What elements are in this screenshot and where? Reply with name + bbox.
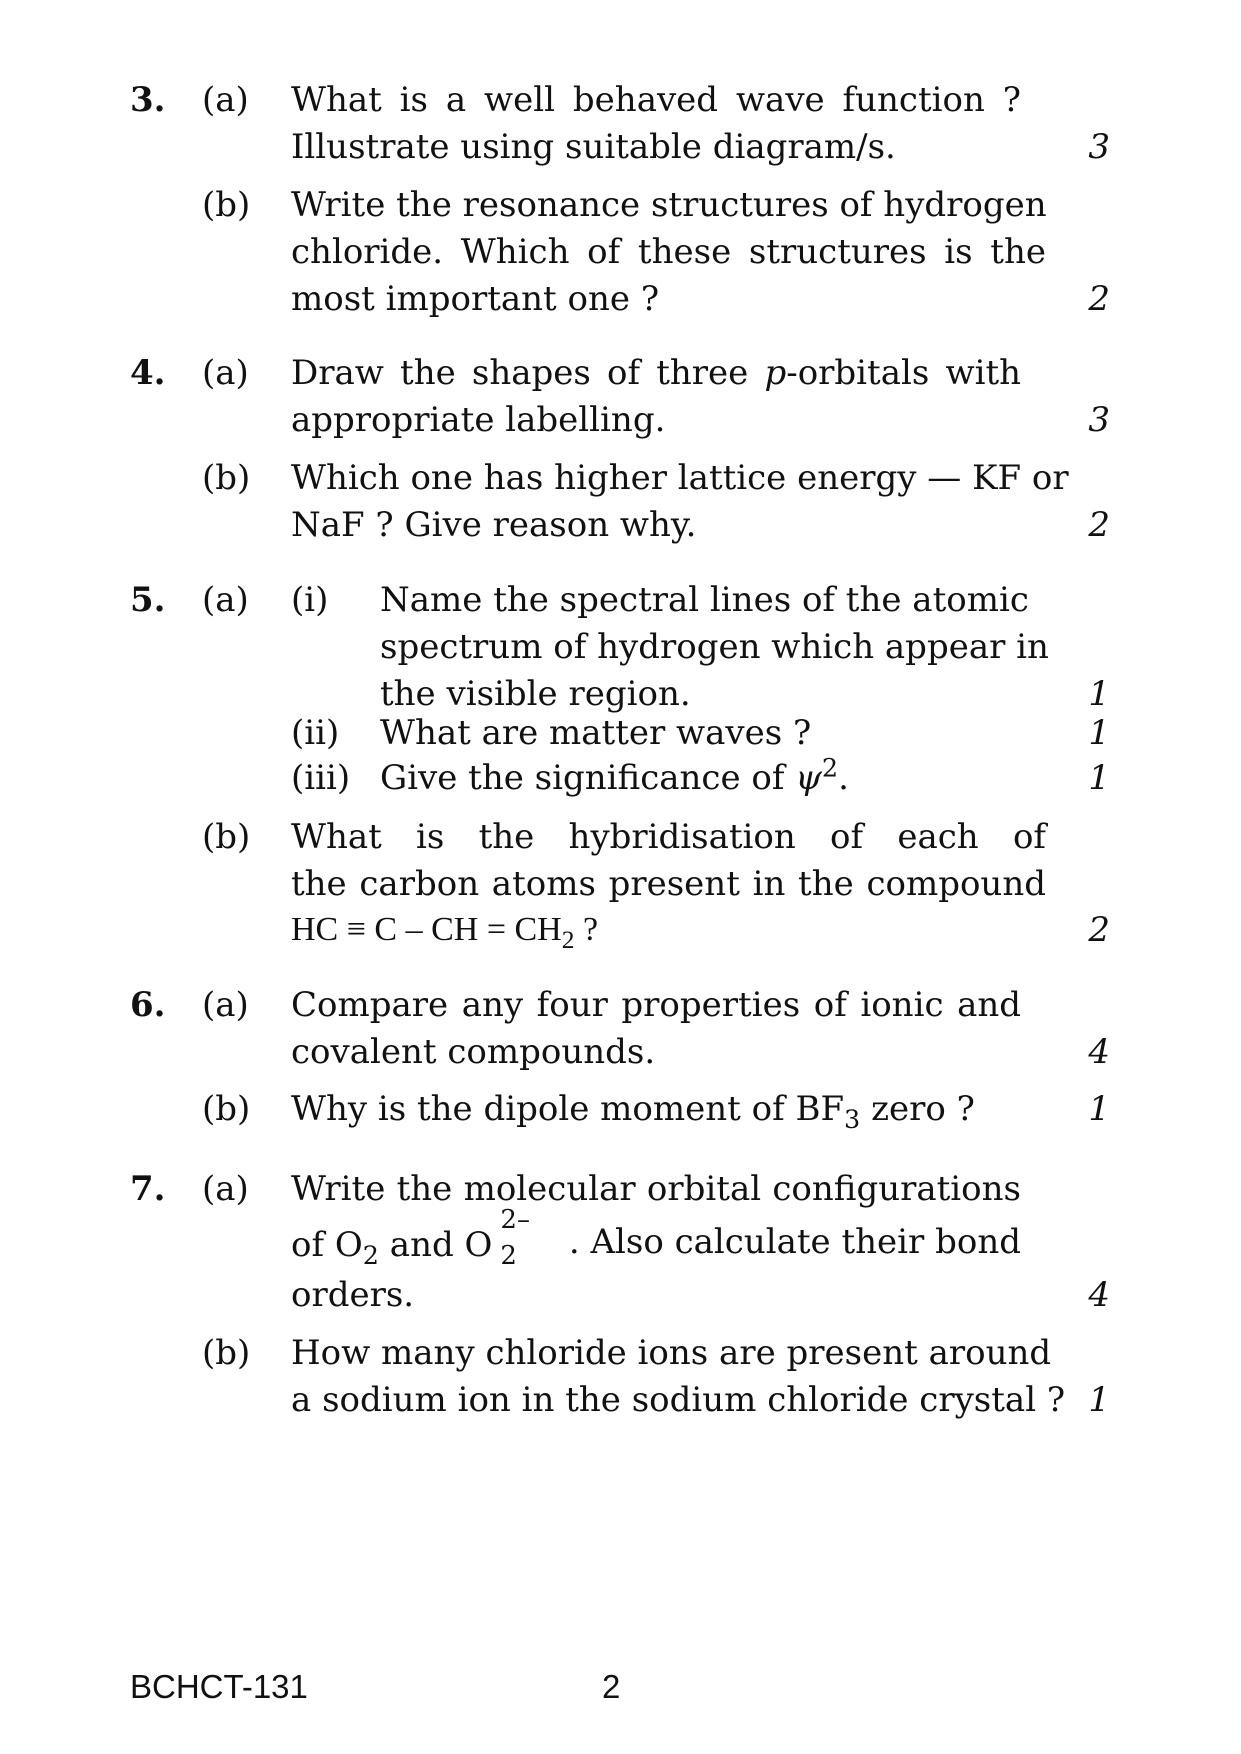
part-label: (b) — [202, 458, 251, 498]
marks: 1 — [1088, 758, 1110, 798]
question-number: 4. — [130, 353, 166, 393]
question-number: 6. — [130, 985, 166, 1025]
question-text: of $O_2$ and O 2– 2 . Also calculate their bond — [291, 1205, 1021, 1271]
part-label: (a) — [202, 353, 249, 393]
marks: 4 — [1088, 1275, 1110, 1315]
question-text: most important one ? — [291, 279, 660, 319]
question-text: Why is the dipole moment of $BF_3$ zero ? — [291, 1089, 975, 1135]
question-text: How many chloride ions are present around — [291, 1333, 1052, 1373]
marks: 2 — [1088, 910, 1110, 950]
question-number: 3. — [130, 80, 166, 120]
question-text: NaF ? Give reason why. — [291, 505, 697, 545]
part-label: (b) — [202, 185, 251, 225]
question-text: Illustrate using suitable diagram/s. — [291, 127, 896, 167]
question-text: Give the significance of $\psi^2$. — [380, 753, 849, 798]
subpart-label: (ii) — [291, 713, 340, 753]
part-label: (a) — [202, 985, 249, 1025]
subpart-label: (i) — [291, 580, 329, 620]
chemical-formula: HC ≡ C – CH = $CH_2$ ? — [291, 911, 599, 954]
question-text: chloride. Which of these structures is the — [291, 232, 1046, 272]
question-text: Write the molecular orbital configurations — [291, 1169, 1021, 1209]
question-text: spectrum of hydrogen which appear in — [380, 627, 1049, 667]
part-label: (b) — [202, 1089, 251, 1129]
marks: 4 — [1088, 1032, 1110, 1072]
course-code: BCHCT-131 — [130, 1668, 308, 1705]
marks: 1 — [1088, 674, 1110, 714]
page-number: 2 — [602, 1668, 621, 1705]
question-text: Compare any four properties of ionic and — [291, 985, 1021, 1025]
marks: 3 — [1088, 127, 1110, 167]
question-text: covalent compounds. — [291, 1032, 656, 1072]
part-label: (a) — [202, 80, 249, 120]
question-text: the carbon atoms present in the compound — [291, 864, 1046, 904]
marks: 1 — [1088, 713, 1110, 753]
question-text: the visible region. — [380, 674, 691, 714]
marks: 2 — [1088, 505, 1110, 545]
question-text: Name the spectral lines of the atomic — [380, 580, 1029, 620]
question-text: orders. — [291, 1275, 415, 1315]
question-text: a sodium ion in the sodium chloride crystal ? — [291, 1380, 1066, 1420]
question-text: What is a well behaved wave function ? — [291, 80, 1021, 120]
part-label: (b) — [202, 817, 251, 857]
subpart-label: (iii) — [291, 758, 351, 798]
question-number: 7. — [130, 1169, 166, 1209]
part-label: (b) — [202, 1333, 251, 1373]
question-text: What is the hybridisation of each of — [291, 817, 1046, 857]
marks: 2 — [1088, 279, 1110, 319]
part-label: (a) — [202, 580, 249, 620]
marks: 3 — [1088, 400, 1110, 440]
marks: 1 — [1088, 1089, 1110, 1129]
question-text: appropriate labelling. — [291, 400, 666, 440]
superscript-subscript-stack: 2– 2 — [500, 1205, 530, 1271]
part-label: (a) — [202, 1169, 249, 1209]
marks: 1 — [1088, 1380, 1110, 1420]
question-text: Write the resonance structures of hydrogen — [291, 185, 1047, 225]
question-text: What are matter waves ? — [380, 713, 812, 753]
question-text: Which one has higher lattice energy — KF or — [291, 458, 1069, 498]
question-text: Draw the shapes of three p-orbitals with — [291, 353, 1022, 393]
question-number: 5. — [130, 580, 166, 620]
